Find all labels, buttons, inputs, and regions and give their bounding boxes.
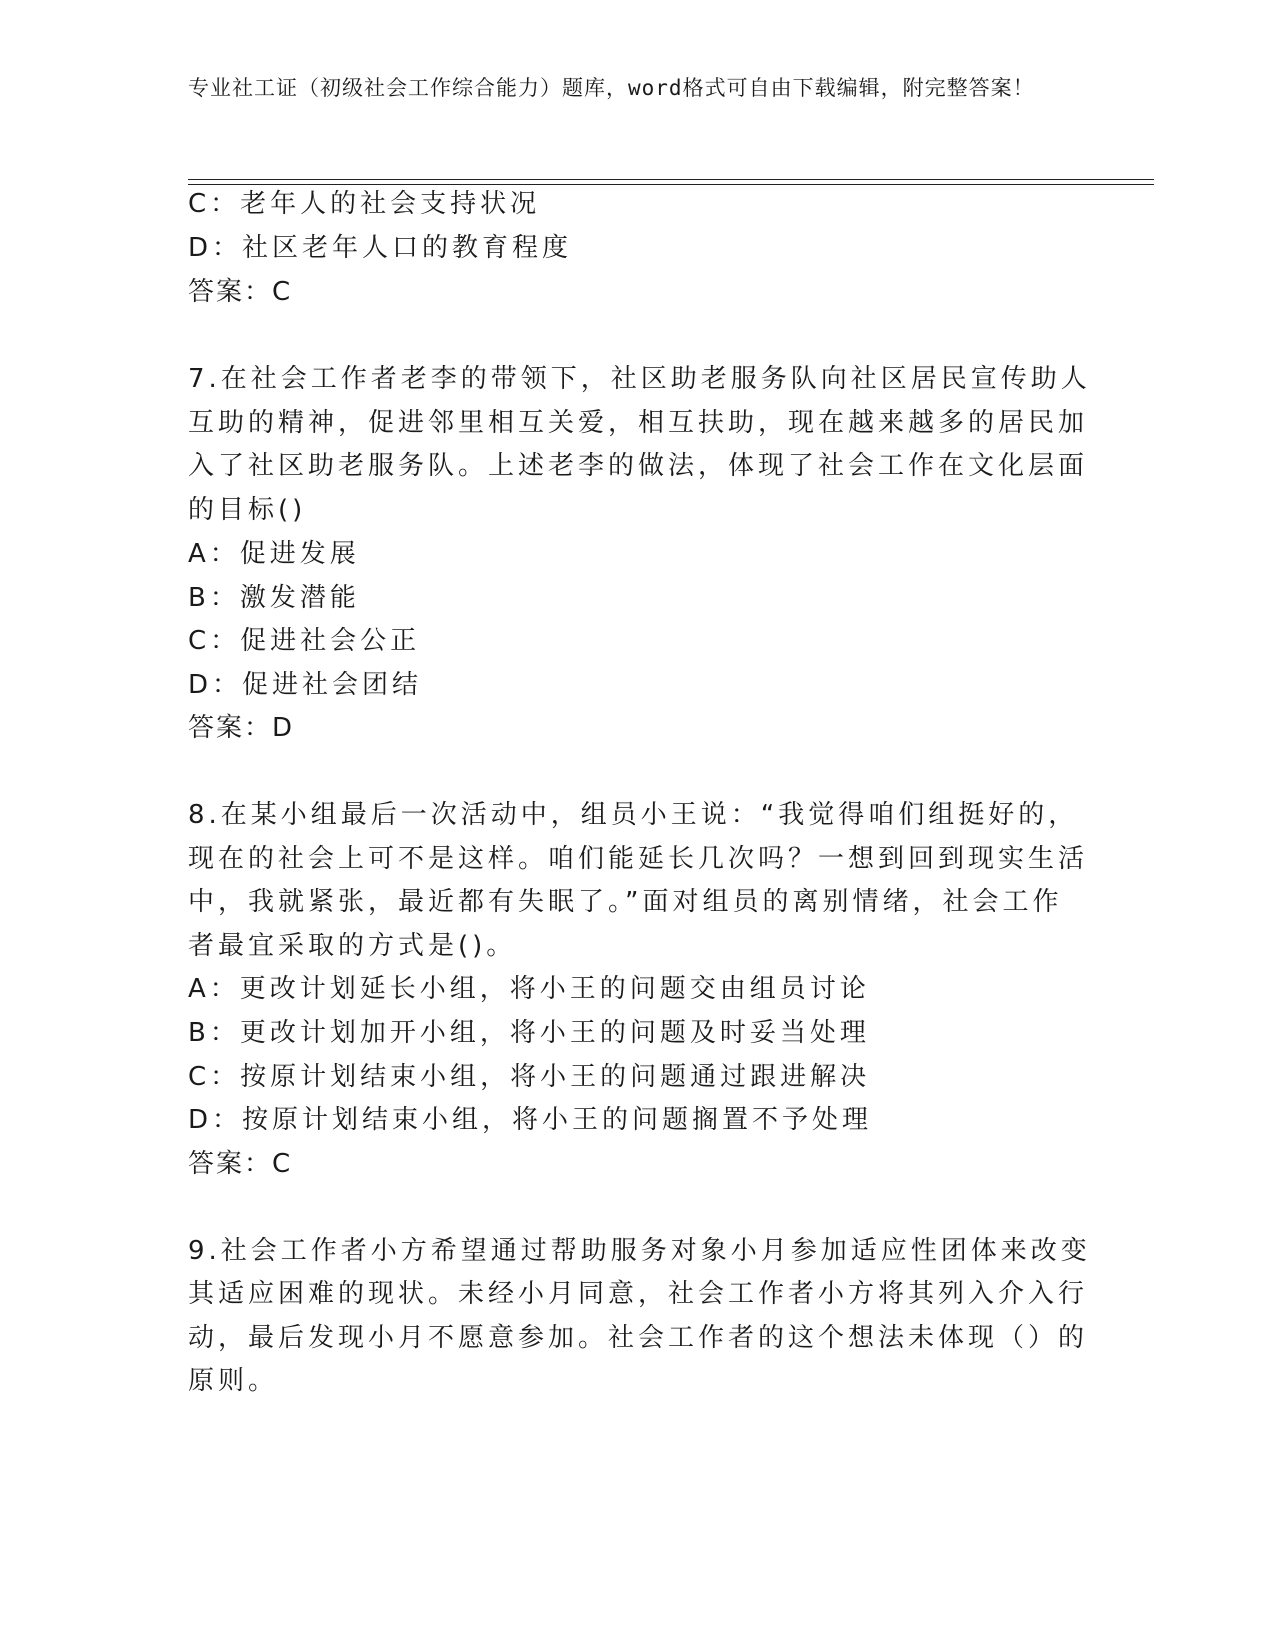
q7-stem-line-3: 入了社区助老服务队。上述老李的做法，体现了社会工作在文化层面: [188, 451, 1089, 481]
q8-option-b: B：更改计划加开小组，将小王的问题及时妥当处理: [188, 1018, 870, 1048]
q8-option-a: A：更改计划延长小组，将小王的问题交由组员讨论: [188, 974, 870, 1004]
q7-option-d: D：促进社会团结: [188, 670, 423, 700]
q7-answer: 答案：D: [188, 713, 295, 743]
q7-option-b: B：激发潜能: [188, 583, 360, 613]
q8-option-d: D：按原计划结束小组，将小王的问题搁置不予处理: [188, 1105, 873, 1135]
q7-stem-line-2: 互助的精神，促进邻里相互关爱，相互扶助，现在越来越多的居民加: [188, 408, 1089, 438]
q9-stem-line-1: 9.社会工作者小方希望通过帮助服务对象小月参加适应性团体来改变: [188, 1236, 1091, 1266]
q9-stem-line-2: 其适应困难的现状。未经小月同意，社会工作者小方将其列入介入行: [188, 1279, 1089, 1309]
document-header: 专业社工证（初级社会工作综合能力）题库，word格式可自由下载编辑，附完整答案！: [188, 76, 1035, 100]
q9-stem-line-4: 原则。: [188, 1366, 279, 1396]
header-rule-bottom: [188, 184, 1154, 185]
prev-option-c: C：老年人的社会支持状况: [188, 189, 541, 219]
q8-stem-line-3: 中，我就紧张，最近都有失眠了。”面对组员的离别情绪，社会工作: [188, 887, 1063, 917]
q8-answer: 答案：C: [188, 1149, 293, 1179]
header-rule-top: [188, 179, 1154, 180]
q7-stem-line-4: 的目标(): [188, 495, 307, 525]
q7-option-a: A：促进发展: [188, 539, 360, 569]
q7-stem-line-1: 7.在社会工作者老李的带领下，社区助老服务队向社区居民宣传助人: [188, 364, 1091, 394]
q8-option-c: C：按原计划结束小组，将小王的问题通过跟进解决: [188, 1062, 871, 1092]
q9-stem-line-3: 动，最后发现小月不愿意参加。社会工作者的这个想法未体现（）的: [188, 1323, 1089, 1353]
prev-option-d: D：社区老年人口的教育程度: [188, 233, 573, 263]
q8-stem-line-1: 8.在某小组最后一次活动中，组员小王说：“我觉得咱们组挺好的，: [188, 800, 1079, 830]
prev-answer: 答案：C: [188, 277, 293, 307]
q8-stem-line-2: 现在的社会上可不是这样。咱们能延长几次吗？一想到回到现实生活: [188, 844, 1089, 874]
q8-stem-line-4: 者最宜采取的方式是()。: [188, 931, 517, 961]
q7-option-c: C：促进社会公正: [188, 626, 421, 656]
